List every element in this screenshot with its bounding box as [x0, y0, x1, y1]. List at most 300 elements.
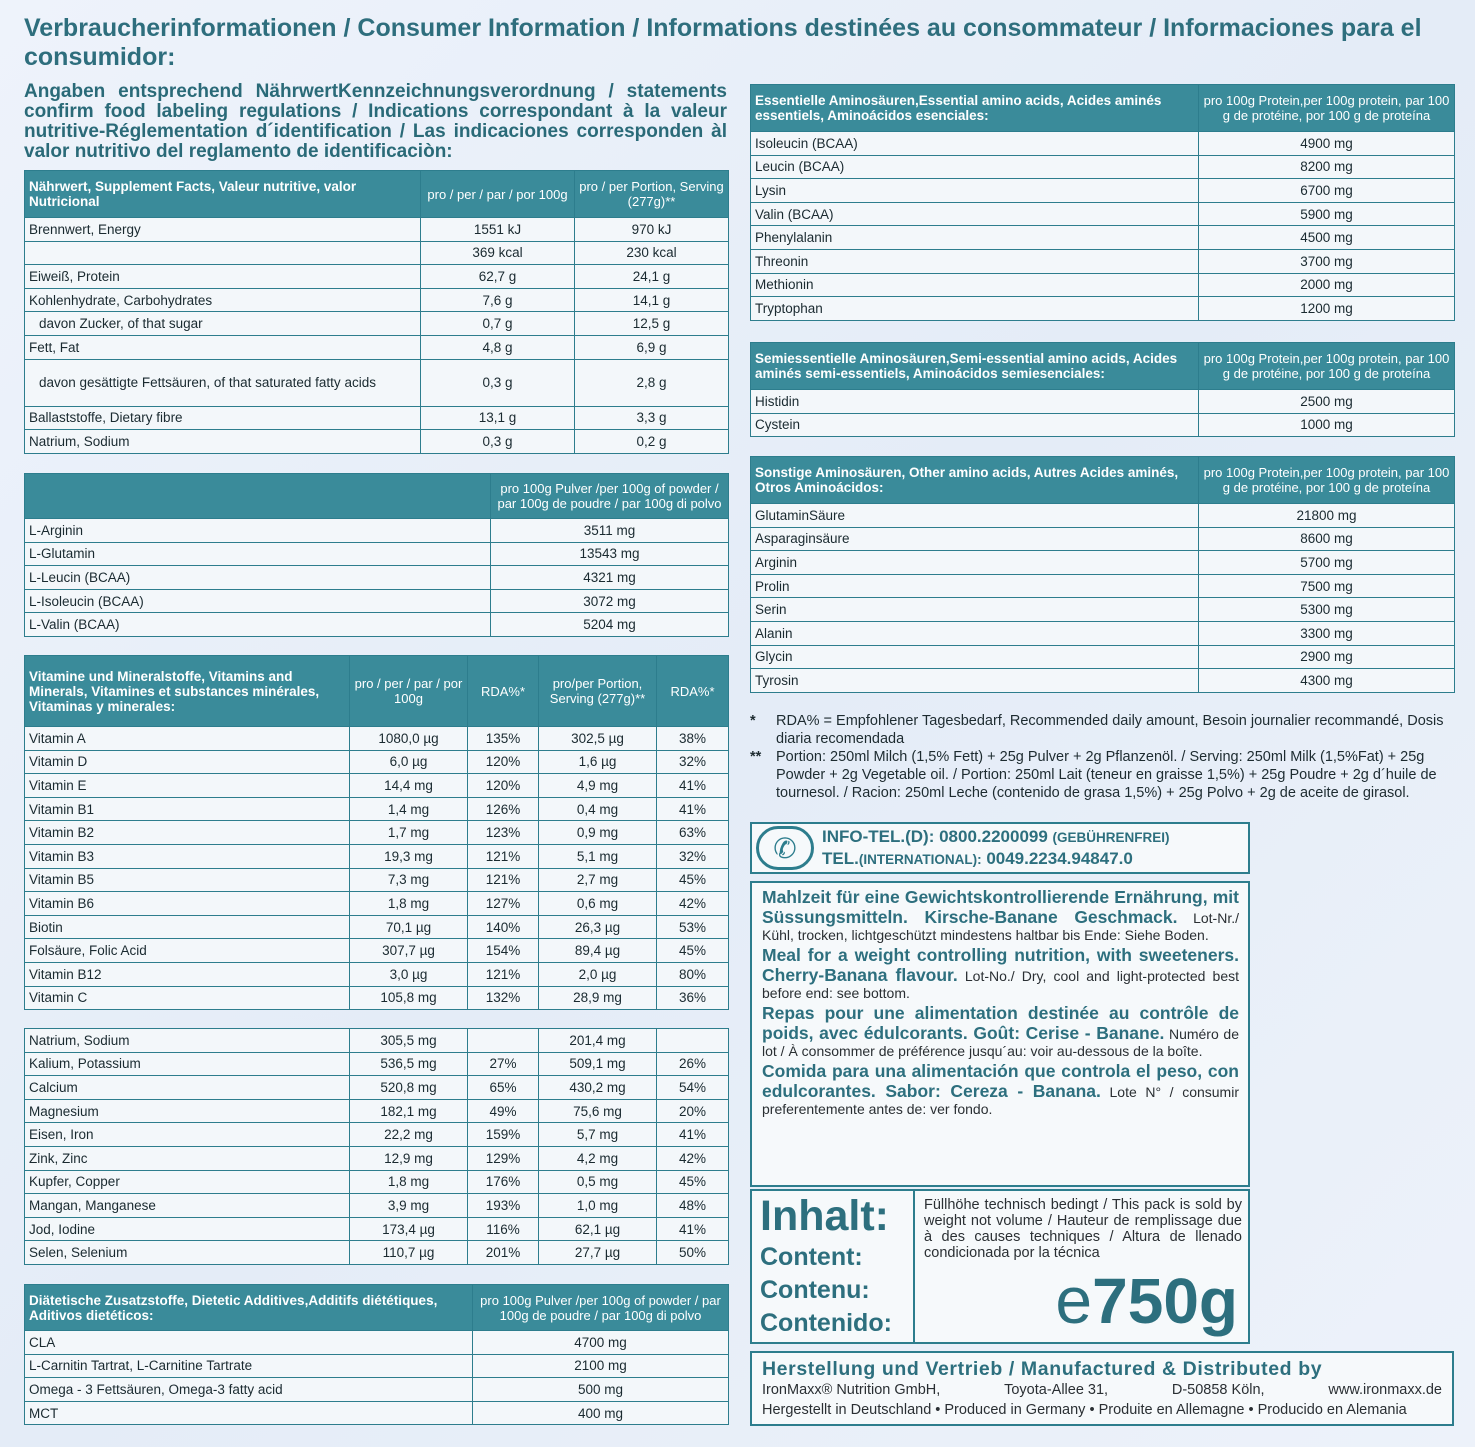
vitamins-row-value: 38% [657, 727, 729, 751]
minerals-row-label: Mangan, Manganese [25, 1194, 350, 1218]
minerals-row-value: 3,9 mg [350, 1194, 468, 1218]
vitamins-row [25, 797, 729, 821]
content-label-en: Content: [760, 1243, 863, 1271]
vitamins-row-label: Vitamin A [25, 727, 350, 751]
manufacturer-street: Toyota-Allee 31, [1004, 1382, 1109, 1398]
vitamins-row-label: Vitamin C [25, 986, 350, 1010]
vitamins-row-value: 1,7 mg [350, 821, 468, 845]
vitamins-row-value: 36% [657, 986, 729, 1010]
essential-amino-table [750, 84, 1455, 321]
footnote-portion [750, 748, 1454, 802]
description-en [762, 945, 1239, 1002]
powder-row-label: L-Isoleucin (BCAA) [25, 589, 491, 613]
description-es-text: Lote N° / consumir preferentemente antes de: ver fondo. [762, 1084, 1239, 1117]
vitamins-row [25, 774, 729, 798]
other-row-value: 3300 mg [1199, 621, 1455, 645]
vitamins-row [25, 844, 729, 868]
vitamins-row-value: 2,0 µg [539, 962, 657, 986]
nutrition-header-label: Nährwert, Supplement Facts, Valeur nutritive, valor Nutricional [25, 171, 421, 218]
essential-row [751, 226, 1455, 250]
other-row-value: 8600 mg [1199, 527, 1455, 551]
nutrition-row [25, 359, 729, 406]
powder-row-value: 3072 mg [491, 589, 729, 613]
minerals-row-value: 20% [657, 1099, 729, 1123]
other-header-per100: pro 100g Protein,per 100g protein, par 100 g de protéine, por 100 g de proteína [1199, 457, 1455, 504]
powder-row [25, 519, 729, 543]
minerals-row-value: 182,1 mg [350, 1099, 468, 1123]
minerals-row-value: 4,2 mg [539, 1146, 657, 1170]
other-amino-table [750, 456, 1455, 693]
vitamins-row-value: 41% [657, 797, 729, 821]
semi-row [751, 390, 1455, 414]
phone-line-intl [822, 848, 1170, 870]
additives-row-value: 4700 mg [473, 1331, 729, 1355]
vitamins-row-value: 2,7 mg [539, 868, 657, 892]
vitamins-row-value: 89,4 µg [539, 939, 657, 963]
description-de-text: Lot-Nr./ Kühl, trocken, lichtgeschützt mindestens haltbar bis Ende: Siehe Boden. [762, 910, 1239, 943]
minerals-row [25, 1052, 729, 1076]
other-row-label: Alanin [751, 621, 1199, 645]
nutrition-row-label: Fett, Fat [25, 335, 421, 359]
vitamins-row-value: 123% [468, 821, 539, 845]
minerals-row-value: 12,9 mg [350, 1146, 468, 1170]
vitamins-row [25, 939, 729, 963]
other-row-value: 5700 mg [1199, 551, 1455, 575]
minerals-row [25, 1170, 729, 1194]
info-phone-box [750, 822, 1250, 874]
vitamins-row-value: 5,1 mg [539, 844, 657, 868]
nutrition-row [25, 265, 729, 289]
content-label-de: Inhalt: [760, 1192, 889, 1240]
description-es-bold: Comida para una alimentación que controla el peso, con edulcorantes. Sabor: Cereza - Banana. [762, 1061, 1239, 1101]
minerals-row-value: 176% [468, 1170, 539, 1194]
powder-row-value: 3511 mg [491, 519, 729, 543]
minerals-row-label: Kupfer, Copper [25, 1170, 350, 1194]
vitamins-row [25, 727, 729, 751]
vitamins-row-value: 307,7 µg [350, 939, 468, 963]
powder-amino-table [24, 473, 729, 637]
minerals-row-value: 116% [468, 1217, 539, 1241]
other-row-label: GlutaminSäure [751, 504, 1199, 528]
minerals-row-value [468, 1029, 539, 1053]
nutrition-row-value: 6,9 g [575, 335, 729, 359]
vitamins-row-value: 126% [468, 797, 539, 821]
essential-row-value: 8200 mg [1199, 155, 1455, 179]
other-row [751, 645, 1455, 669]
semi-row-value: 2500 mg [1199, 390, 1455, 414]
minerals-row-value: 509,1 mg [539, 1052, 657, 1076]
additives-row-label: MCT [25, 1401, 473, 1425]
minerals-row-value: 62,1 µg [539, 1217, 657, 1241]
semi-row-label: Cystein [751, 413, 1199, 437]
minerals-row-value: 201,4 mg [539, 1029, 657, 1053]
footnote-text: Portion: 250ml Milch (1,5% Fett) + 25g Pulver + 2g Pflanzenöl. / Serving: 250ml Milk (1,5%Fat) + 25g Powder + 2g Vegetable oil. / Portion: 250ml Lait (teneur en graisse 1,5%) + 25g Poudre + 2g d´huile de tournesol. / Racion: 250ml Leche (contenido de grasa 1,5%) + 25g Polvo + 2g de aceite de girasol. [776, 749, 1437, 801]
nutrition-header-serving: pro / per Portion, Serving (277g)** [575, 171, 729, 218]
vitamins-row [25, 962, 729, 986]
other-row [751, 551, 1455, 575]
fill-note: Füllhöhe technisch bedingt / This pack is sold by weight not volume / Hauteur de remplissage due à des causes techniques / Altura de llenado condicionada por la técnica [924, 1197, 1242, 1261]
nutrition-row-value: 13,1 g [421, 406, 575, 430]
minerals-row-value: 54% [657, 1076, 729, 1100]
vitamins-row-value: 0,4 mg [539, 797, 657, 821]
net-quantity [1055, 1265, 1238, 1336]
nutrition-row-value: 0,3 g [421, 359, 575, 406]
footnote-mark: ** [750, 749, 762, 765]
footnote-mark: * [750, 713, 756, 729]
description-de [762, 887, 1239, 944]
minerals-row-value: 75,6 mg [539, 1099, 657, 1123]
vitamins-row-value: 7,3 mg [350, 868, 468, 892]
vitamins-row-value: 70,1 µg [350, 915, 468, 939]
vitamins-row [25, 986, 729, 1010]
vitamins-row-label: Vitamin E [25, 774, 350, 798]
vitamins-row-value: 28,9 mg [539, 986, 657, 1010]
made-in-line: Hergestellt in Deutschland • Produced in Germany • Produite en Allemagne • Producido en Alemania [762, 1402, 1407, 1418]
additives-header-label: Diätetische Zusatzstoffe, Dietetic Additives,Additifs diététiques, Aditivos dietéticos: [25, 1285, 473, 1331]
vitamins-row-value: 120% [468, 774, 539, 798]
semi-header-label: Semiessentielle Aminosäuren,Semi-essential amino acids, Acides aminés semi-essentiels, Aminoácidos semiesenciales: [751, 343, 1199, 390]
phone-number-intl: 0049.2234.94847.0 [986, 849, 1133, 868]
manufacturer-company: IronMaxx® Nutrition GmbH, [762, 1382, 941, 1398]
powder-row [25, 566, 729, 590]
nutrition-row [25, 335, 729, 359]
vitamins-header-rda2: RDA%* [657, 656, 729, 727]
nutrition-row-value: 0,3 g [421, 430, 575, 454]
vitamins-header-100g: pro / per / par / por 100g [350, 656, 468, 727]
other-row-label: Glycin [751, 645, 1199, 669]
vitamins-row-value: 0,6 mg [539, 892, 657, 916]
essential-row-value: 1200 mg [1199, 297, 1455, 321]
additives-row [25, 1354, 729, 1378]
vitamins-row-value: 53% [657, 915, 729, 939]
nutrition-row-label: Ballaststoffe, Dietary fibre [25, 406, 421, 430]
minerals-row-value: 48% [657, 1194, 729, 1218]
essential-row-value: 3700 mg [1199, 249, 1455, 273]
vitamins-row-value: 1,6 µg [539, 750, 657, 774]
vitamins-row-value: 26,3 µg [539, 915, 657, 939]
other-row [751, 621, 1455, 645]
minerals-row-label: Eisen, Iron [25, 1123, 350, 1147]
essential-row-label: Tryptophan [751, 297, 1199, 321]
essential-row-value: 4900 mg [1199, 132, 1455, 156]
manufacturer-heading: Herstellung und Vertrieb / Manufactured & Distributed by [762, 1358, 1323, 1380]
vitamins-row-value: 19,3 mg [350, 844, 468, 868]
minerals-row-value: 201% [468, 1241, 539, 1265]
other-row-value: 7500 mg [1199, 574, 1455, 598]
minerals-row-value: 1,0 mg [539, 1194, 657, 1218]
manufacturer-box [750, 1351, 1454, 1426]
other-row-value: 21800 mg [1199, 504, 1455, 528]
minerals-row-value: 305,5 mg [350, 1029, 468, 1053]
nutrition-row-value: 970 kJ [575, 218, 729, 242]
semi-essential-amino-table [750, 342, 1455, 437]
other-row-label: Prolin [751, 574, 1199, 598]
powder-row-label: L-Valin (BCAA) [25, 613, 491, 637]
essential-row-label: Phenylalanin [751, 226, 1199, 250]
other-row [751, 504, 1455, 528]
additives-row-value: 2100 mg [473, 1354, 729, 1378]
powder-header-per100: pro 100g Pulver /per 100g of powder / par 100g de poudre / par 100g di polvo [491, 474, 729, 519]
powder-row-value: 4321 mg [491, 566, 729, 590]
vitamins-row-value: 135% [468, 727, 539, 751]
minerals-row-value: 22,2 mg [350, 1123, 468, 1147]
manufacturer-address [762, 1381, 1442, 1400]
essential-row-value: 2000 mg [1199, 273, 1455, 297]
vitamins-row-value: 121% [468, 868, 539, 892]
minerals-row-value: 110,7 µg [350, 1241, 468, 1265]
nutrition-row-value: 1551 kJ [421, 218, 575, 242]
nutrition-row-value: 12,5 g [575, 312, 729, 336]
semi-row-label: Histidin [751, 390, 1199, 414]
essential-header-label: Essentielle Aminosäuren,Essential amino acids, Acides aminés essentiels, Aminoácidos esenciales: [751, 85, 1199, 132]
essential-row-value: 4500 mg [1199, 226, 1455, 250]
vitamins-table [24, 655, 729, 1010]
nutrition-row [25, 406, 729, 430]
description-fr-text: Numéro de lot / À consommer de préférence jusqu´au: voir au-dessous de la boîte. [762, 1026, 1239, 1059]
vitamins-row-label: Vitamin D [25, 750, 350, 774]
essential-row-label: Leucin (BCAA) [751, 155, 1199, 179]
minerals-row-label: Natrium, Sodium [25, 1029, 350, 1053]
vitamins-row-value: 4,9 mg [539, 774, 657, 798]
phone-icon: ✆ [756, 826, 814, 870]
essential-row-label: Isoleucin (BCAA) [751, 132, 1199, 156]
manufacturer-website-link[interactable]: www.ironmaxx.de [1328, 1382, 1442, 1398]
nutrition-row-value: 62,7 g [421, 265, 575, 289]
minerals-row-label: Calcium [25, 1076, 350, 1100]
intro-text: Angaben entsprechend NährwertKennzeichnungsverordnung / statements confirm food labeling regulations / Indications correspondant à la valeur nutritive-Réglementation d´identification / Las indicaciones corresponden àl valor nutritivo del reglamento de identificaciòn: [24, 81, 727, 162]
powder-row [25, 613, 729, 637]
footnotes [750, 712, 1454, 802]
vitamins-row-label: Vitamin B2 [25, 821, 350, 845]
semi-row [751, 413, 1455, 437]
powder-row-label: L-Glutamin [25, 542, 491, 566]
essential-header-per100: pro 100g Protein,per 100g protein, par 100 g de protéine, por 100 g de proteína [1199, 85, 1455, 132]
vitamins-row-value: 3,0 µg [350, 962, 468, 986]
phone-number-de: INFO-TEL.(D): 0800.2200099 [822, 827, 1048, 846]
nutrition-row-value: 230 kcal [575, 241, 729, 265]
vitamins-row-label: Vitamin B1 [25, 797, 350, 821]
phone-line-de [822, 826, 1170, 848]
minerals-row-value: 42% [657, 1146, 729, 1170]
essential-row [751, 249, 1455, 273]
phone-intl-note: (INTERNATIONAL): [858, 852, 982, 867]
vitamins-header-rda: RDA%* [468, 656, 539, 727]
description-fr [762, 1003, 1239, 1060]
vitamins-row-label: Vitamin B12 [25, 962, 350, 986]
additives-table [24, 1284, 729, 1425]
nutrition-row-label: Brennwert, Energy [25, 218, 421, 242]
minerals-row-value: 0,5 mg [539, 1170, 657, 1194]
minerals-row-value: 193% [468, 1194, 539, 1218]
vitamins-row-value: 45% [657, 868, 729, 892]
nutrition-row-value: 4,8 g [421, 335, 575, 359]
minerals-row-value: 536,5 mg [350, 1052, 468, 1076]
essential-row [751, 155, 1455, 179]
description-fr-bold: Repas pour une alimentation destinée au contrôle de poids, avec édulcorants. Goût: Cerise - Banane. [762, 1003, 1239, 1043]
minerals-row-value: 27% [468, 1052, 539, 1076]
other-row-label: Serin [751, 598, 1199, 622]
minerals-row [25, 1241, 729, 1265]
additives-row-label: Omega - 3 Fettsäuren, Omega-3 fatty acid [25, 1378, 473, 1402]
vitamins-row [25, 915, 729, 939]
essential-row [751, 273, 1455, 297]
vitamins-row-value: 121% [468, 962, 539, 986]
footnote-text: RDA% = Empfohlener Tagesbedarf, Recommended daily amount, Besoin journalier recommandé, Dosis diaria recomendada [776, 713, 1444, 747]
other-row [751, 527, 1455, 551]
nutrition-row-value: 0,7 g [421, 312, 575, 336]
minerals-table [24, 1028, 729, 1265]
minerals-row [25, 1029, 729, 1053]
essential-row [751, 297, 1455, 321]
vitamins-row-label: Biotin [25, 915, 350, 939]
vitamins-row-value: 14,4 mg [350, 774, 468, 798]
vitamins-row-value: 32% [657, 750, 729, 774]
minerals-row-value [657, 1029, 729, 1053]
minerals-row-label: Kalium, Potassium [25, 1052, 350, 1076]
other-row-value: 4300 mg [1199, 669, 1455, 693]
vitamins-row-value: 105,8 mg [350, 986, 468, 1010]
other-row-value: 2900 mg [1199, 645, 1455, 669]
powder-row-value: 13543 mg [491, 542, 729, 566]
content-labels [752, 1191, 915, 1342]
nutrition-row-value: 24,1 g [575, 265, 729, 289]
vitamins-row [25, 868, 729, 892]
nutrition-row [25, 430, 729, 454]
powder-row-label: L-Arginin [25, 519, 491, 543]
other-row-label: Tyrosin [751, 669, 1199, 693]
content-box [750, 1189, 1250, 1344]
minerals-row-value: 65% [468, 1076, 539, 1100]
vitamins-row-label: Vitamin B6 [25, 892, 350, 916]
minerals-row-value: 1,8 mg [350, 1170, 468, 1194]
other-row-value: 5300 mg [1199, 598, 1455, 622]
vitamins-row-value: 0,9 mg [539, 821, 657, 845]
minerals-row-value: 159% [468, 1123, 539, 1147]
page-title: Verbraucherinformationen / Consumer Information / Informations destinées au consommateur / Informaciones para el consumidor: [24, 14, 1422, 71]
minerals-row-value: 173,4 µg [350, 1217, 468, 1241]
vitamins-row-value: 80% [657, 962, 729, 986]
other-row-label: Arginin [751, 551, 1199, 575]
minerals-row-label: Jod, Iodine [25, 1217, 350, 1241]
additives-row-value: 400 mg [473, 1401, 729, 1425]
vitamins-header-serving: pro/per Portion, Serving (277g)** [539, 656, 657, 727]
essential-row-value: 5900 mg [1199, 202, 1455, 226]
nutrition-table [24, 170, 729, 454]
quantity-value: 750g [1092, 1265, 1238, 1337]
essential-row [751, 202, 1455, 226]
nutrition-row-value: 14,1 g [575, 288, 729, 312]
nutrition-row-value: 369 kcal [421, 241, 575, 265]
nutrition-header-100g: pro / per / par / por 100g [421, 171, 575, 218]
additives-row [25, 1331, 729, 1355]
vitamins-row-value: 1,4 mg [350, 797, 468, 821]
nutrition-row-label: Eiweiß, Protein [25, 265, 421, 289]
vitamins-row-value: 41% [657, 774, 729, 798]
vitamins-row-value: 42% [657, 892, 729, 916]
minerals-row-value: 129% [468, 1146, 539, 1170]
additives-row-label: L-Carnitin Tartrat, L-Carnitine Tartrate [25, 1354, 473, 1378]
e-mark-icon: e [1055, 1263, 1093, 1337]
other-row [751, 669, 1455, 693]
minerals-row-value: 27,7 µg [539, 1241, 657, 1265]
other-row [751, 574, 1455, 598]
vitamins-row-value: 302,5 µg [539, 727, 657, 751]
phone-label-intl: TEL. [822, 849, 859, 868]
minerals-row-value: 49% [468, 1099, 539, 1123]
minerals-row-value: 41% [657, 1123, 729, 1147]
nutrition-row-label: davon Zucker, of that sugar [25, 312, 421, 336]
vitamins-row-value: 120% [468, 750, 539, 774]
minerals-row-value: 26% [657, 1052, 729, 1076]
vitamins-row-label: Folsäure, Folic Acid [25, 939, 350, 963]
vitamins-row-label: Vitamin B3 [25, 844, 350, 868]
minerals-row-value: 5,7 mg [539, 1123, 657, 1147]
nutrition-row-label: Kohlenhydrate, Carbohydrates [25, 288, 421, 312]
description-en-text: Lot-No./ Dry, cool and light-protected best before end: see bottom. [762, 968, 1240, 1001]
powder-row [25, 542, 729, 566]
vitamins-row [25, 750, 729, 774]
content-label-es: Contenido: [760, 1309, 892, 1337]
additives-row-label: CLA [25, 1331, 473, 1355]
vitamins-row [25, 821, 729, 845]
description-es [762, 1061, 1239, 1118]
semi-row-value: 1000 mg [1199, 413, 1455, 437]
essential-row-label: Threonin [751, 249, 1199, 273]
vitamins-row-value: 1,8 mg [350, 892, 468, 916]
minerals-row-label: Magnesium [25, 1099, 350, 1123]
powder-row-label: L-Leucin (BCAA) [25, 566, 491, 590]
other-header-label: Sonstige Aminosäuren, Other amino acids, Autres Acides aminés, Otros Aminoácidos: [751, 457, 1199, 504]
vitamins-row-value: 45% [657, 939, 729, 963]
minerals-row-value: 45% [657, 1170, 729, 1194]
essential-row-value: 6700 mg [1199, 179, 1455, 203]
powder-row-value: 5204 mg [491, 613, 729, 637]
vitamins-row-value: 140% [468, 915, 539, 939]
description-en-bold: Meal for a weight controlling nutrition, with sweeteners. Cherry-Banana flavour. [762, 945, 1239, 985]
minerals-row [25, 1123, 729, 1147]
nutrition-row-label: Natrium, Sodium [25, 430, 421, 454]
vitamins-row-value: 154% [468, 939, 539, 963]
vitamins-row-value: 127% [468, 892, 539, 916]
minerals-row-value: 430,2 mg [539, 1076, 657, 1100]
vitamins-row-label: Vitamin B5 [25, 868, 350, 892]
minerals-row [25, 1099, 729, 1123]
nutrition-row-value: 0,2 g [575, 430, 729, 454]
essential-row-label: Valin (BCAA) [751, 202, 1199, 226]
nutrition-row [25, 288, 729, 312]
minerals-row [25, 1146, 729, 1170]
vitamins-row-value: 121% [468, 844, 539, 868]
nutrition-row [25, 218, 729, 242]
nutrition-row-value: 3,3 g [575, 406, 729, 430]
minerals-row-label: Zink, Zinc [25, 1146, 350, 1170]
minerals-row-value: 520,8 mg [350, 1076, 468, 1100]
minerals-row [25, 1194, 729, 1218]
nutrition-row-value: 2,8 g [575, 359, 729, 406]
essential-row-label: Methionin [751, 273, 1199, 297]
vitamins-row-value: 6,0 µg [350, 750, 468, 774]
minerals-row [25, 1076, 729, 1100]
nutrition-row [25, 312, 729, 336]
nutrition-row-label: davon gesättigte Fettsäuren, of that saturated fatty acids [25, 359, 421, 406]
vitamins-row-value: 132% [468, 986, 539, 1010]
additives-row [25, 1401, 729, 1425]
minerals-row [25, 1217, 729, 1241]
minerals-row-label: Selen, Selenium [25, 1241, 350, 1265]
nutrition-row-value: 7,6 g [421, 288, 575, 312]
nutrition-row-label [25, 241, 421, 265]
essential-row [751, 132, 1455, 156]
